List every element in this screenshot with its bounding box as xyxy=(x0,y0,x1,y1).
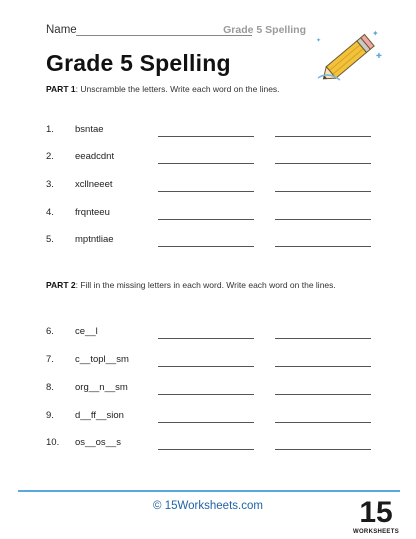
item-number: 5. xyxy=(46,234,54,245)
list-item xyxy=(46,234,376,248)
scrambled-word: bsntae xyxy=(75,124,104,135)
answer-line[interactable] xyxy=(158,191,254,192)
list-item xyxy=(46,179,376,193)
scrambled-word: mptntliae xyxy=(75,234,114,245)
answer-line[interactable] xyxy=(158,136,254,137)
item-number: 8. xyxy=(46,382,54,393)
answer-line[interactable] xyxy=(275,219,371,220)
answer-line[interactable] xyxy=(158,449,254,450)
item-number: 2. xyxy=(46,151,54,162)
answer-line[interactable] xyxy=(158,219,254,220)
header-subtitle: Grade 5 Spelling xyxy=(223,24,306,36)
name-row xyxy=(46,24,306,38)
partial-word: c__topl__sm xyxy=(75,354,129,365)
list-item xyxy=(46,382,376,396)
footer-divider xyxy=(18,490,400,492)
answer-line[interactable] xyxy=(158,246,254,247)
item-number: 9. xyxy=(46,410,54,421)
part2-text: : Fill in the missing letters in each word. Write each word on the lines. xyxy=(75,280,336,290)
list-item xyxy=(46,437,376,451)
svg-text:✚: ✚ xyxy=(376,53,382,60)
list-item xyxy=(46,124,376,138)
answer-line[interactable] xyxy=(275,338,371,339)
answer-line[interactable] xyxy=(158,338,254,339)
answer-line[interactable] xyxy=(158,366,254,367)
answer-line[interactable] xyxy=(275,246,371,247)
list-item xyxy=(46,354,376,368)
part1-instruction xyxy=(46,84,280,94)
partial-word: d__ff__sion xyxy=(75,410,124,421)
logo-number: 15 xyxy=(359,496,393,529)
list-item xyxy=(46,326,376,340)
scrambled-word: frqnteeu xyxy=(75,207,110,218)
scrambled-word: xcllneeet xyxy=(75,179,113,190)
worksheets-logo xyxy=(352,492,400,536)
item-number: 4. xyxy=(46,207,54,218)
item-number: 6. xyxy=(46,326,54,337)
answer-line[interactable] xyxy=(275,163,371,164)
footer-link[interactable]: © 15Worksheets.com xyxy=(153,500,263,512)
item-number: 7. xyxy=(46,354,54,365)
part1-label: PART 1 xyxy=(46,84,76,94)
item-number: 1. xyxy=(46,124,54,135)
answer-line[interactable] xyxy=(158,422,254,423)
answer-line[interactable] xyxy=(275,191,371,192)
svg-text:✦: ✦ xyxy=(372,29,379,38)
list-item xyxy=(46,207,376,221)
answer-line[interactable] xyxy=(275,136,371,137)
page-title: Grade 5 Spelling xyxy=(46,50,231,76)
list-item xyxy=(46,151,376,165)
item-number: 3. xyxy=(46,179,54,190)
answer-line[interactable] xyxy=(158,163,254,164)
name-label: Name xyxy=(46,24,77,36)
scrambled-word: eeadcdnt xyxy=(75,151,115,162)
part1-text: : Unscramble the letters. Write each word on the lines. xyxy=(75,84,280,94)
list-item xyxy=(46,410,376,424)
answer-line[interactable] xyxy=(275,422,371,423)
logo-text: WORKSHEETS xyxy=(352,529,400,535)
answer-line[interactable] xyxy=(158,394,254,395)
pencil-icon xyxy=(314,24,384,86)
partial-word: ce__l xyxy=(75,326,98,337)
item-number: 10. xyxy=(46,437,60,448)
part2-instruction xyxy=(46,280,336,290)
partial-word: org__n__sm xyxy=(75,382,128,393)
answer-line[interactable] xyxy=(275,366,371,367)
answer-line[interactable] xyxy=(275,449,371,450)
svg-text:✦: ✦ xyxy=(316,38,322,44)
answer-line[interactable] xyxy=(275,394,371,395)
part2-label: PART 2 xyxy=(46,280,76,290)
partial-word: os__os__s xyxy=(75,437,121,448)
